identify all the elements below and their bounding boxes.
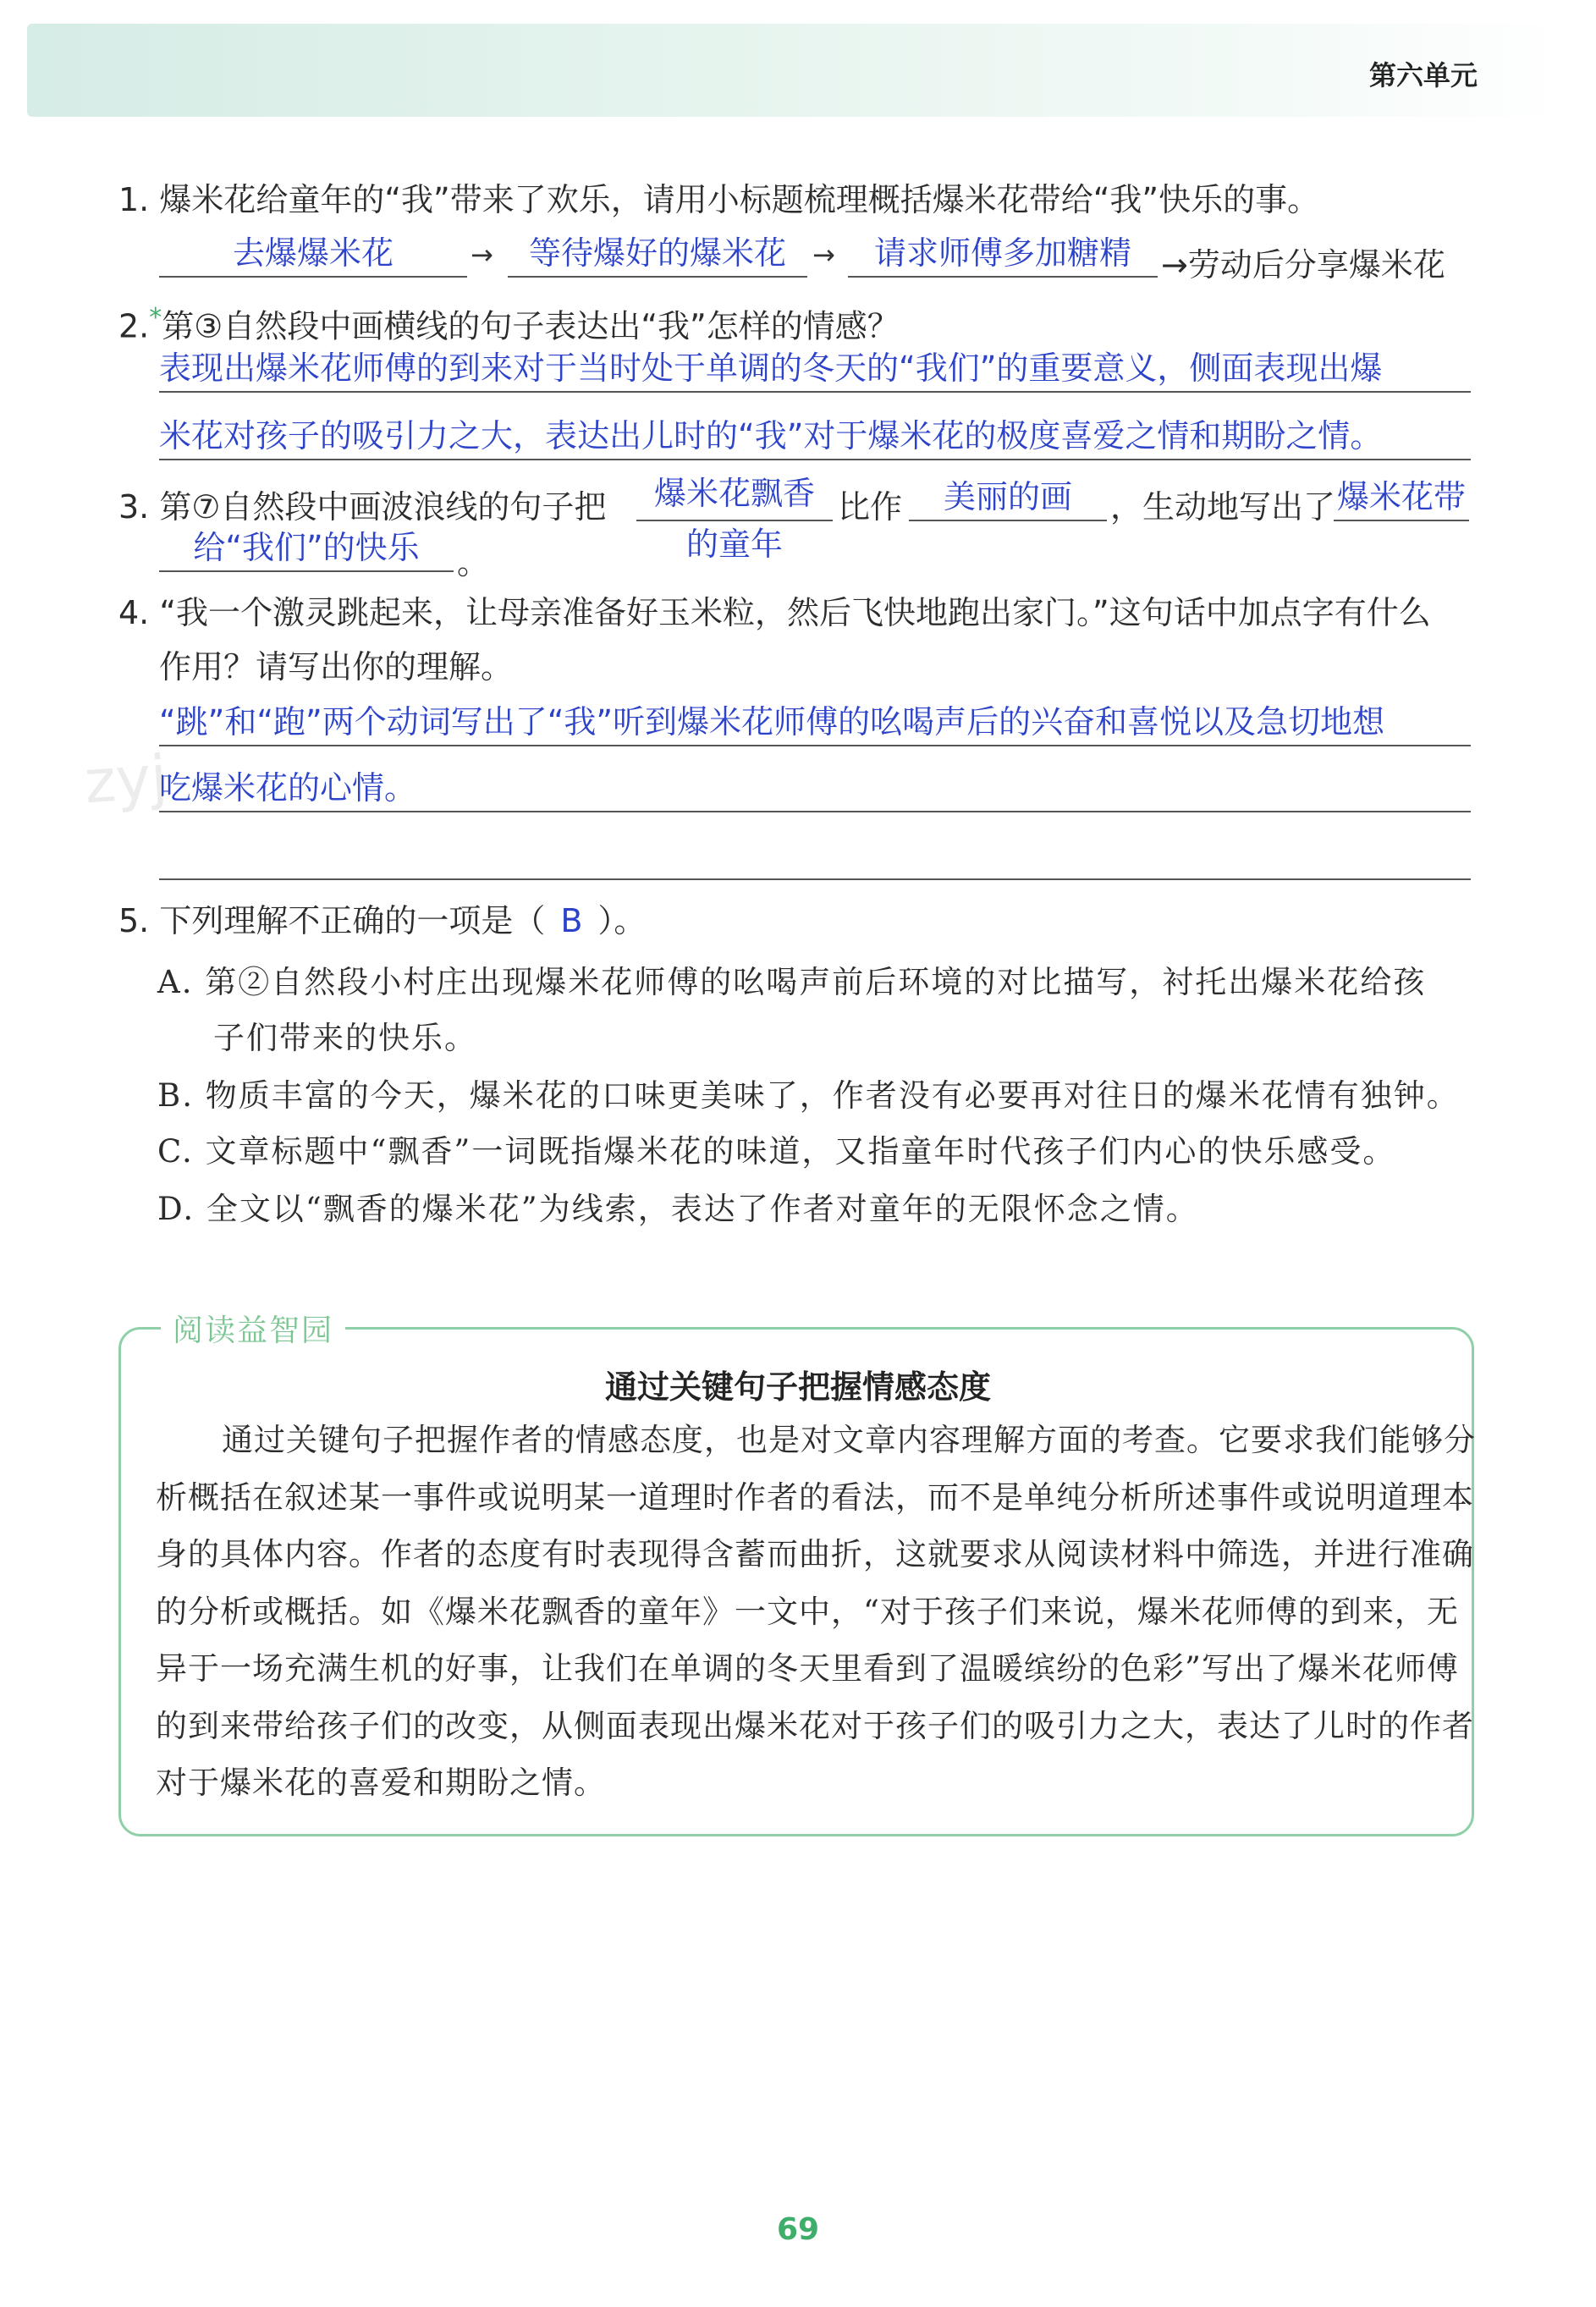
q5-stem bbox=[118, 899, 646, 943]
q3-part-3: ，生动地写出了 bbox=[1110, 488, 1336, 526]
q3-blank-3-line-1: 爆米花带 bbox=[1336, 478, 1466, 515]
q5-stem-before: 5. 下列理解不正确的一项是（ bbox=[118, 902, 546, 939]
q4-line-2: 作用？请写出你的理解。 bbox=[159, 648, 514, 685]
q3-blank-1-line-2: 的童年 bbox=[685, 526, 783, 563]
q3-blank-2: 美丽的画 bbox=[943, 478, 1072, 515]
q3-blank-3-rule-1 bbox=[1334, 520, 1469, 521]
q2-text: 第③自然段中画横线的句子表达出“我”怎样的情感？ bbox=[162, 307, 900, 345]
q2-answer-line-1: 表现出爆米花师傅的到来对于当时处于单调的冬天的“我们”的重要意义，侧面表现出爆 bbox=[159, 350, 1383, 387]
watermark: zyj bbox=[82, 741, 170, 818]
q1-blank-line-1 bbox=[159, 276, 467, 278]
q4-rule-2 bbox=[159, 811, 1471, 812]
q4-line-1: 4. “我一个激灵跳起来，让母亲准备好玉米粒，然后飞快地跑出家门。”这句话中加点字有什么 bbox=[118, 594, 1431, 631]
q2-answer-line-2: 米花对孩子的吸引力之大，表达出儿时的“我”对于爆米花的极度喜爱之情和期盼之情。 bbox=[159, 417, 1383, 454]
q5-stem-after: ）。 bbox=[597, 902, 647, 939]
q3-blank-3-rule-2 bbox=[159, 570, 454, 572]
q1-tail: →劳动后分享爆米花 bbox=[1161, 246, 1445, 284]
q5-option-b: B. 物质丰富的今天，爆米花的口味更美味了，作者没有必要再对往日的爆米花情有独钟。 bbox=[157, 1077, 1460, 1114]
q5-option-a-cont: 子们带来的快乐。 bbox=[213, 1020, 477, 1056]
q4-answer-line-2: 吃爆米花的心情。 bbox=[159, 769, 417, 807]
q2-star-icon: * bbox=[149, 303, 162, 333]
header-band bbox=[27, 24, 1566, 117]
q5-option-d: D. 全文以“飘香的爆米花”为线索，表达了作者对童年的无限怀念之情。 bbox=[157, 1191, 1199, 1227]
q3-part-2: 比作 bbox=[838, 488, 903, 526]
q3-part-1: 3. 第⑦自然段中画波浪线的句子把 bbox=[118, 488, 607, 526]
q4-answer-line-1: “跳”和“跑”两个动词写出了“我”听到爆米花师傅的吆喝声后的兴奋和喜悦以及急切地想 bbox=[159, 703, 1385, 741]
reading-tip-body: 通过关键句子把握作者的情感态度，也是对文章内容理解方面的考查。它要求我们能够分析概括在叙述某一事件或说明某一道理时作者的看法，而不是单纯分析所述事件或说明道理本身的具体内容。作者的态度有时表现得含蓄而曲折，这就要求从阅读材料中筛选，并进行准确的分析或概括。如《爆米花飘香的童年》一文中，“对于孩子们来说，爆米花师傅的到来，无异于一场充满生机的好事，让我们在单调的冬天里看到了温暖缤纷的色彩”写出了爆米花师傅的到来带给孩子们的改变，从侧面表现出爆米花对于孩子们的吸引力之大，表达了儿时的作者对于爆米花的喜爱和期盼之情。 bbox=[156, 1422, 1476, 1801]
q1-arrow-1: → bbox=[471, 239, 493, 271]
q4-rule-3 bbox=[159, 878, 1471, 880]
q1-blank-2: 等待爆好的爆米花 bbox=[528, 234, 786, 272]
q2-number: 2. bbox=[118, 307, 150, 345]
q2-rule-1 bbox=[159, 391, 1471, 393]
q1-stem: 1. 爆米花给童年的“我”带来了欢乐，请用小标题梳理概括爆米花带给“我”快乐的事。 bbox=[118, 181, 1320, 218]
q5-answer: B bbox=[560, 902, 583, 939]
unit-title: 第六单元 bbox=[1368, 59, 1478, 91]
q1-blank-line-3 bbox=[848, 276, 1158, 278]
reading-tip-title: 通过关键句子把握情感态度 bbox=[604, 1368, 991, 1406]
q2-stem bbox=[118, 296, 900, 349]
q5-option-a: A. 第②自然段小村庄出现爆米花师傅的吆喝声前后环境的对比描写，衬托出爆米花给孩 bbox=[157, 964, 1427, 1000]
q3-blank-2-rule bbox=[909, 520, 1107, 521]
q1-arrow-2: → bbox=[812, 239, 835, 271]
q1-blank-3: 请求师傅多加糖精 bbox=[873, 234, 1131, 272]
q3-blank-3-line-2: 给“我们”的快乐 bbox=[193, 529, 420, 566]
reading-tip-tag: 阅读益智园 bbox=[161, 1307, 345, 1350]
q1-blank-1: 去爆爆米花 bbox=[232, 234, 393, 272]
q3-end: 。 bbox=[457, 544, 490, 581]
page-number: 69 bbox=[776, 2212, 820, 2247]
q4-rule-1 bbox=[159, 745, 1471, 746]
q1-blank-line-2 bbox=[508, 276, 807, 278]
q2-rule-2 bbox=[159, 459, 1471, 460]
q5-option-c: C. 文章标题中“飘香”一词既指爆米花的味道，又指童年时代孩子们内心的快乐感受。 bbox=[157, 1133, 1396, 1170]
q3-blank-1-line-1: 爆米花飘香 bbox=[653, 475, 815, 512]
